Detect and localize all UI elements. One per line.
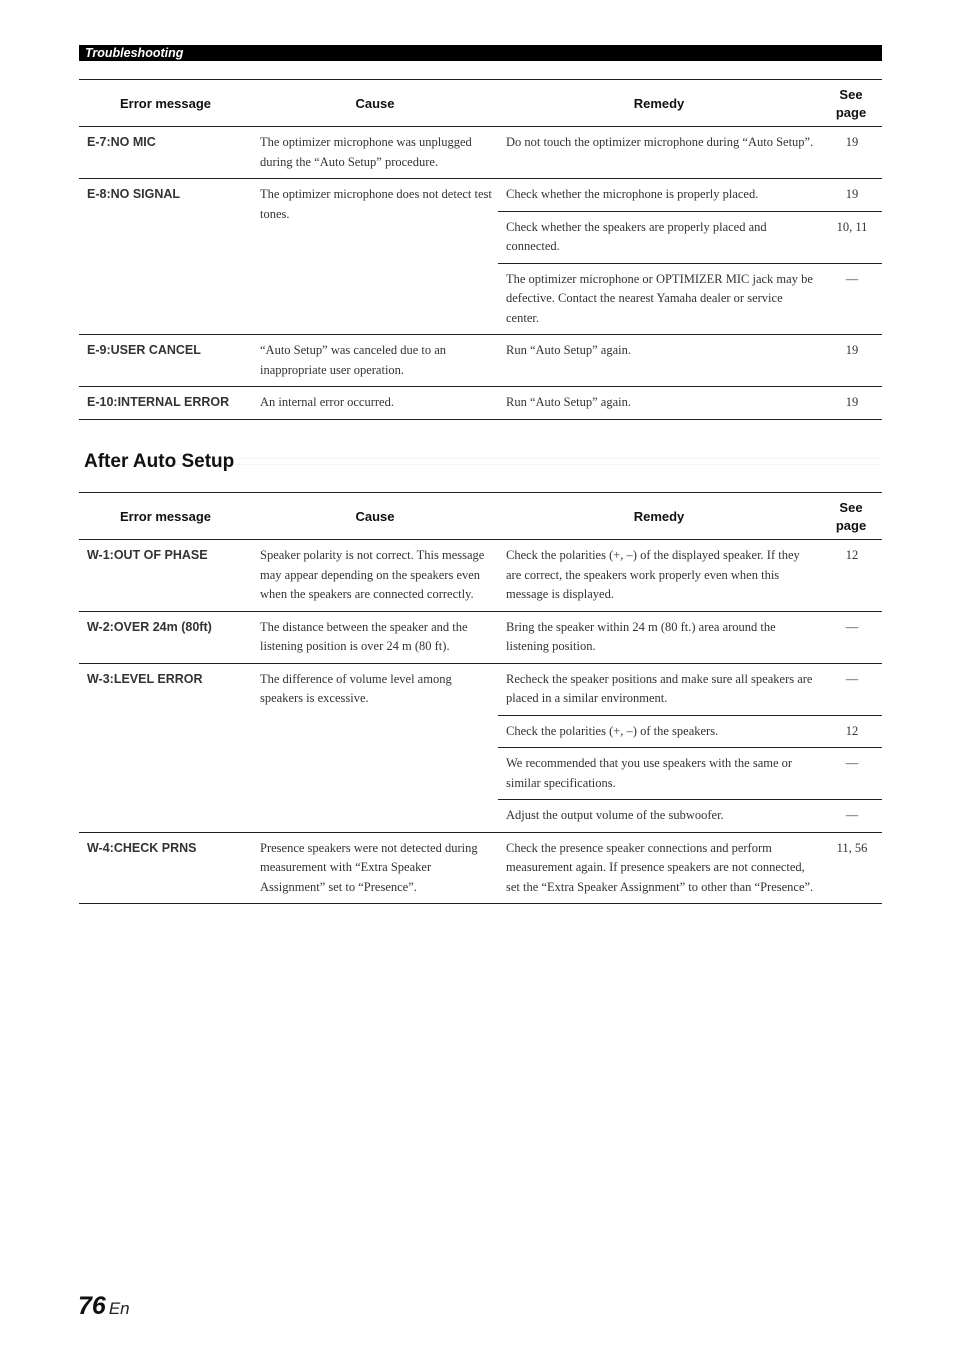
table-header-row xyxy=(79,493,882,540)
section-header-label: Troubleshooting xyxy=(85,46,184,60)
see-page-cell: — xyxy=(820,611,882,663)
see-page-cell: 19 xyxy=(820,179,882,212)
page-number: 76 xyxy=(78,1292,106,1320)
remedy-cell: Adjust the output volume of the subwoofer. xyxy=(498,800,820,833)
error-message-cell: E-9:USER CANCEL xyxy=(79,335,252,387)
remedy-cell: Check the presence speaker connections and perform measurement again. If presence speakers are not connected, set the “Extra Speaker Assignment” to other than “Presence”. xyxy=(498,832,820,904)
header-see: See xyxy=(839,500,863,515)
table-row xyxy=(79,663,882,715)
table-row xyxy=(79,832,882,904)
error-message-cell: E-7:NO MIC xyxy=(79,127,252,179)
page-footer xyxy=(78,1292,130,1321)
remedy-cell: Bring the speaker within 24 m (80 ft.) area around the listening position. xyxy=(498,611,820,663)
header-see: See xyxy=(839,87,863,102)
error-message-cell: W-1:OUT OF PHASE xyxy=(79,540,252,612)
table-header-row xyxy=(79,80,882,127)
see-page-cell: — xyxy=(820,263,882,335)
header-cause: Cause xyxy=(252,493,498,540)
header-cause: Cause xyxy=(252,80,498,127)
remedy-cell: Check whether the speakers are properly placed and connected. xyxy=(498,211,820,263)
error-table xyxy=(79,79,882,420)
cause-cell: The optimizer microphone does not detect test tones. xyxy=(252,179,498,335)
cause-cell: The optimizer microphone was unplugged during the “Auto Setup” procedure. xyxy=(252,127,498,179)
header-error-message: Error message xyxy=(79,493,252,540)
remedy-cell: We recommended that you use speakers with the same or similar specifications. xyxy=(498,748,820,800)
cause-cell: Presence speakers were not detected during measurement with “Extra Speaker Assignment” set to “Presence”. xyxy=(252,832,498,904)
remedy-cell: Run “Auto Setup” again. xyxy=(498,335,820,387)
page-language: En xyxy=(108,1299,130,1318)
cause-cell: The difference of volume level among speakers is excessive. xyxy=(252,663,498,832)
see-page-cell: — xyxy=(820,800,882,833)
remedy-cell: Check whether the microphone is properly placed. xyxy=(498,179,820,212)
header-remedy: Remedy xyxy=(498,493,820,540)
remedy-cell: Run “Auto Setup” again. xyxy=(498,387,820,420)
remedy-cell: Recheck the speaker positions and make sure all speakers are placed in a similar environment. xyxy=(498,663,820,715)
remedy-cell: Check the polarities (+, –) of the displayed speaker. If they are correct, the speakers work properly even when this message is displayed. xyxy=(498,540,820,612)
error-message-cell: E-8:NO SIGNAL xyxy=(79,179,252,335)
header-page: page xyxy=(835,105,867,120)
table-row xyxy=(79,179,882,212)
warning-table-body xyxy=(79,540,882,904)
error-message-cell: W-2:OVER 24m (80ft) xyxy=(79,611,252,663)
see-page-cell: 11, 56 xyxy=(820,832,882,904)
cause-cell: “Auto Setup” was canceled due to an inappropriate user operation. xyxy=(252,335,498,387)
header-see-page xyxy=(820,80,882,127)
header-remedy: Remedy xyxy=(498,80,820,127)
error-message-cell: W-4:CHECK PRNS xyxy=(79,832,252,904)
header-error-message: Error message xyxy=(79,80,252,127)
remedy-cell: Check the polarities (+, –) of the speakers. xyxy=(498,715,820,748)
table-row xyxy=(79,540,882,612)
after-auto-setup-heading: After Auto Setup xyxy=(84,449,882,475)
see-page-cell: 19 xyxy=(820,127,882,179)
see-page-cell: — xyxy=(820,748,882,800)
cause-cell: Speaker polarity is not correct. This message may appear depending on the speakers even when the speakers are connected correctly. xyxy=(252,540,498,612)
cause-cell: An internal error occurred. xyxy=(252,387,498,420)
see-page-cell: 19 xyxy=(820,335,882,387)
error-table-body xyxy=(79,127,882,420)
remedy-cell: The optimizer microphone or OPTIMIZER MIC jack may be defective. Contact the nearest Yamaha dealer or service center. xyxy=(498,263,820,335)
table-row xyxy=(79,127,882,179)
table-row xyxy=(79,611,882,663)
error-message-cell: W-3:LEVEL ERROR xyxy=(79,663,252,832)
header-page: page xyxy=(835,518,867,533)
section-header-bar xyxy=(79,45,882,61)
see-page-cell: 10, 11 xyxy=(820,211,882,263)
remedy-cell: Do not touch the optimizer microphone during “Auto Setup”. xyxy=(498,127,820,179)
table-row xyxy=(79,387,882,420)
see-page-cell: — xyxy=(820,663,882,715)
warning-table xyxy=(79,492,882,904)
see-page-cell: 12 xyxy=(820,540,882,612)
header-see-page xyxy=(820,493,882,540)
cause-cell: The distance between the speaker and the listening position is over 24 m (80 ft). xyxy=(252,611,498,663)
error-message-cell: E-10:INTERNAL ERROR xyxy=(79,387,252,420)
table-row xyxy=(79,335,882,387)
see-page-cell: 19 xyxy=(820,387,882,420)
see-page-cell: 12 xyxy=(820,715,882,748)
